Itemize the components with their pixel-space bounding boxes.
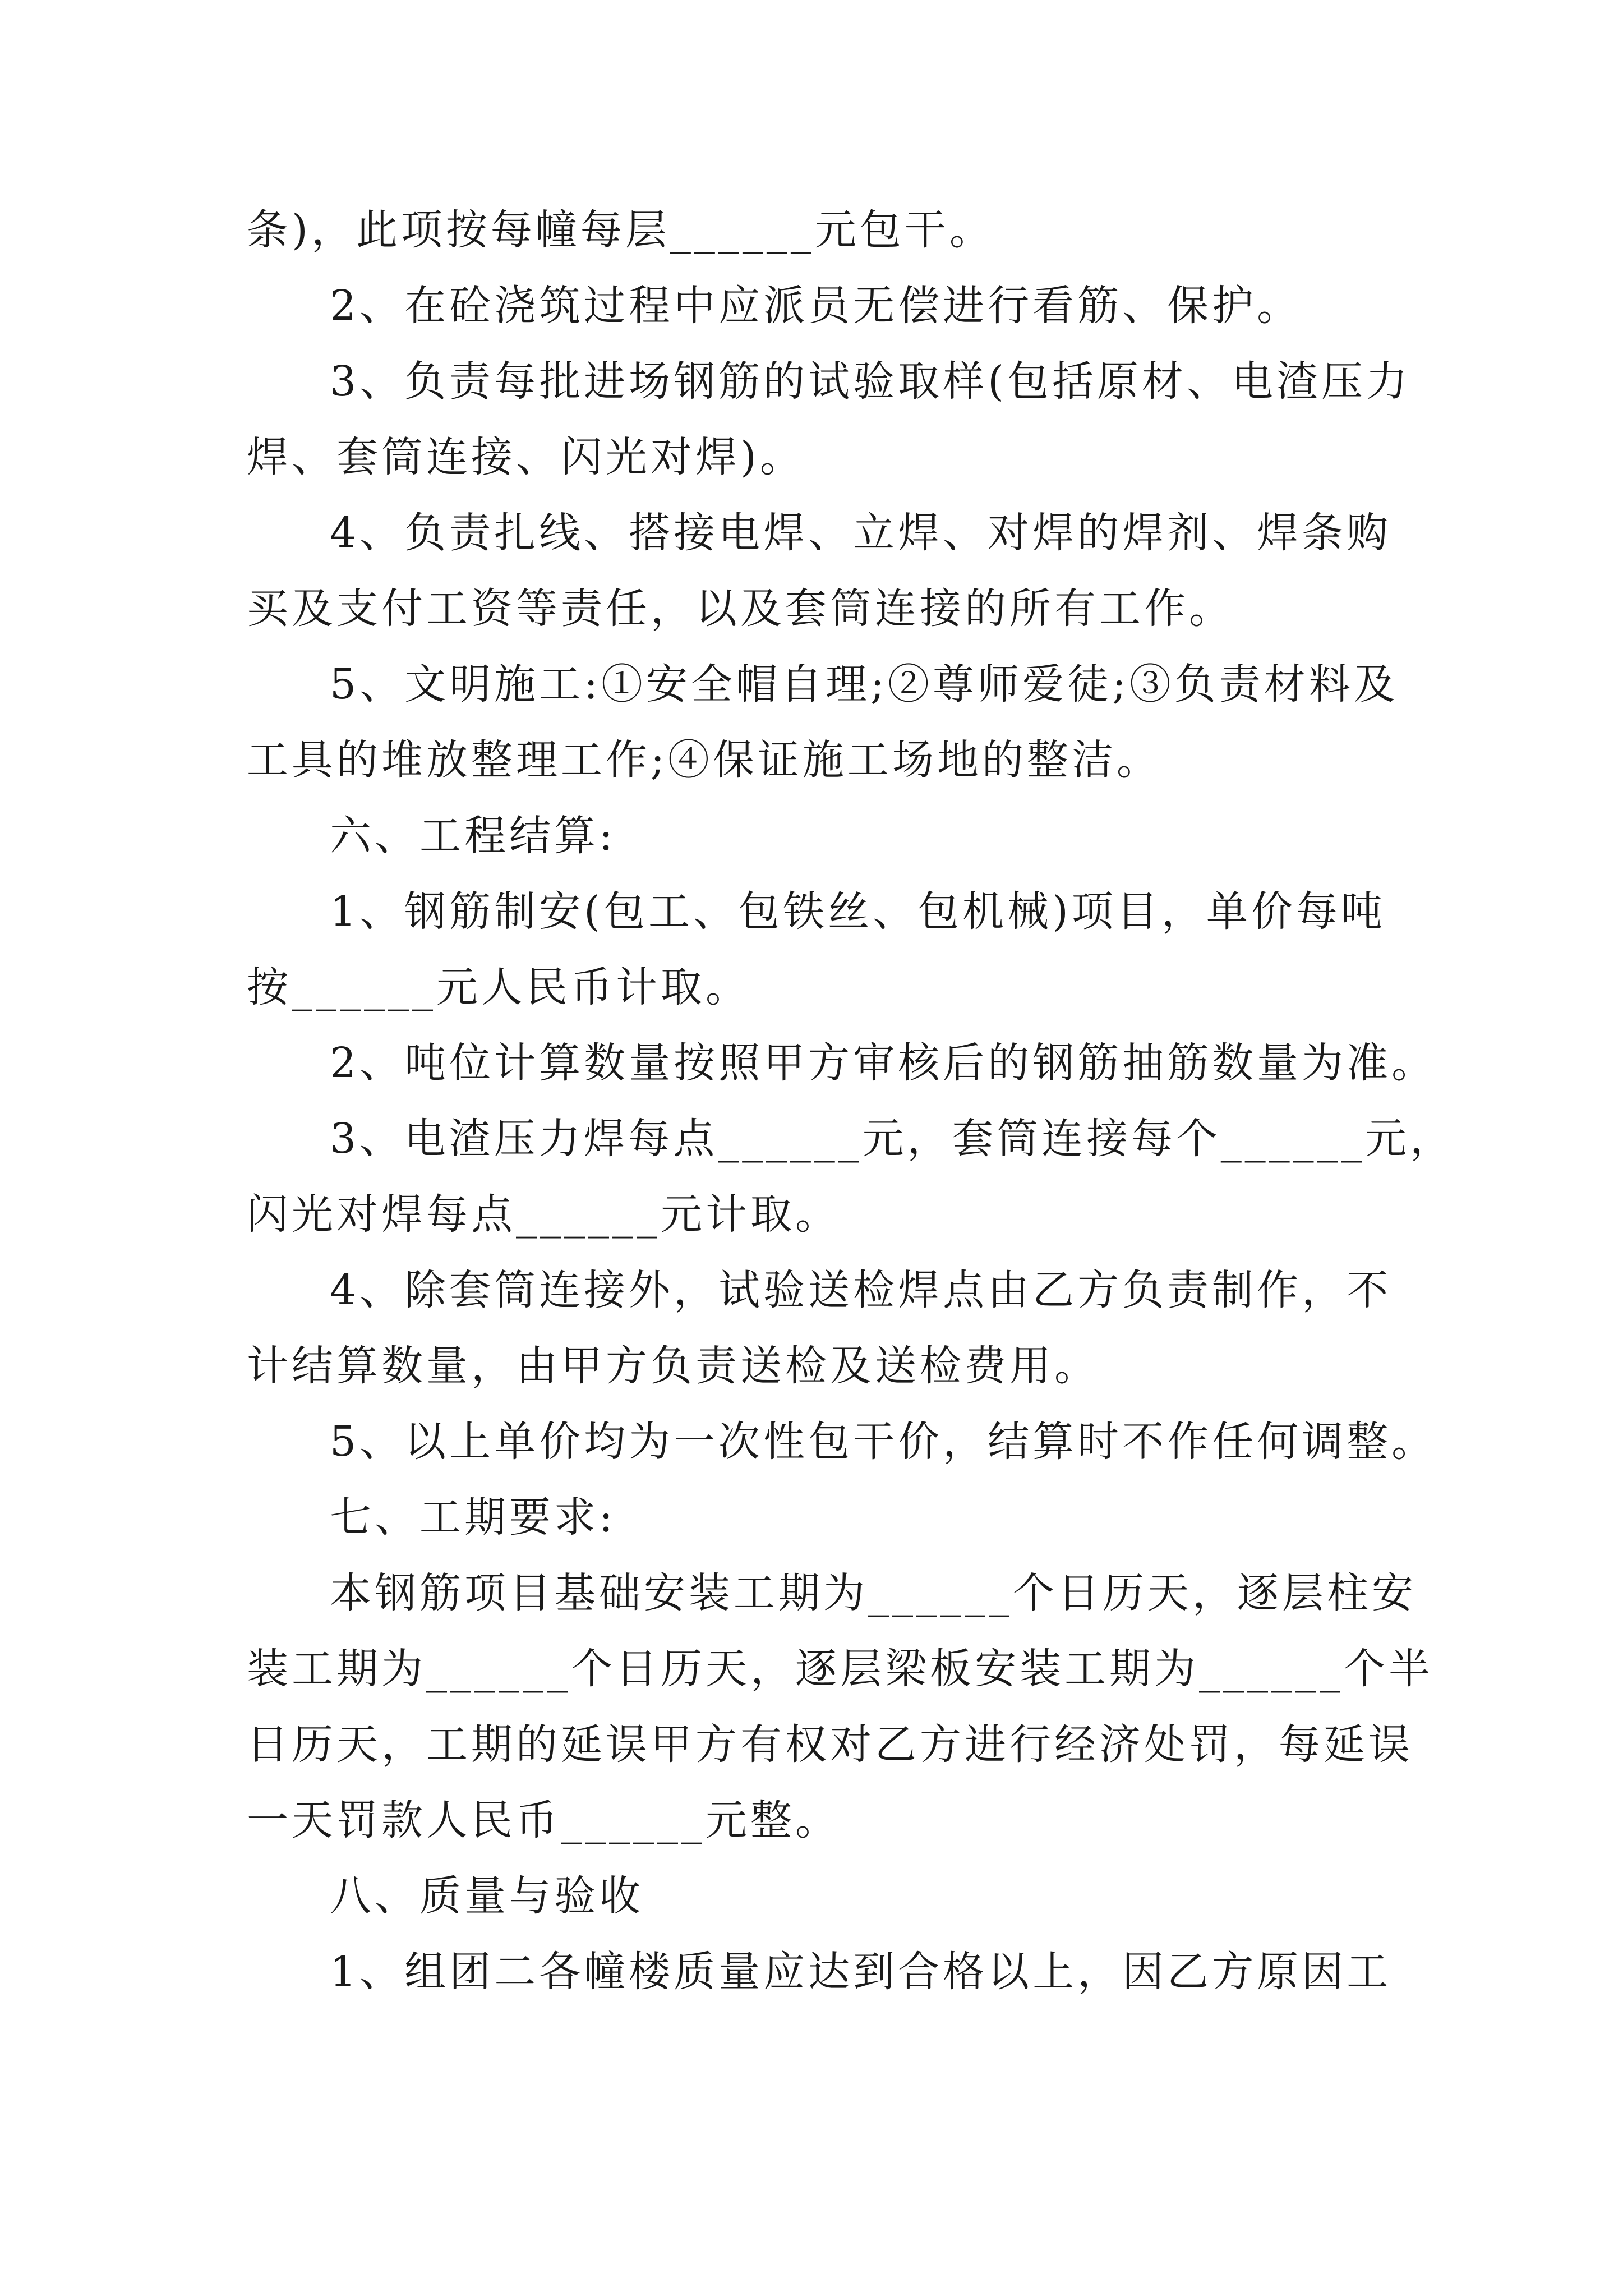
section-heading: 八、质量与验收 [330, 1872, 644, 1920]
paragraph-line: 按______元人民币计取。 [247, 963, 750, 1011]
paragraph-line: 闪光对焊每点______元计取。 [247, 1190, 840, 1239]
paragraph-line: 3、负责每批进场钢筋的试验取样(包括原材、电渣压力 [330, 357, 1411, 406]
paragraph-line: 5、以上单价均为一次性包干价，结算时不作任何调整。 [330, 1418, 1437, 1466]
paragraph-line: 2、吨位计算数量按照甲方审核后的钢筋抽筋数量为准。 [330, 1039, 1437, 1087]
paragraph-line: 3、电渣压力焊每点______元，套筒连接每个______元， [330, 1115, 1455, 1163]
paragraph-line: 装工期为______个日历天，逐层梁板安装工期为______个半 [247, 1645, 1433, 1693]
paragraph-line: 日历天，工期的延误甲方有权对乙方进行经济处罚，每延误 [247, 1720, 1413, 1769]
section-heading: 七、工期要求: [330, 1493, 616, 1542]
paragraph-line: 条)，此项按每幢每层______元包干。 [247, 206, 994, 254]
paragraph-line: 工具的堆放整理工作;④保证施工场地的整洁。 [247, 736, 1161, 784]
paragraph-line: 1、组团二各幢楼质量应达到合格以上，因乙方原因工 [330, 1948, 1392, 1996]
paragraph-line: 焊、套筒连接、闪光对焊)。 [247, 433, 805, 481]
paragraph-line: 计结算数量，由甲方负责送检及送检费用。 [247, 1342, 1099, 1390]
paragraph-line: 2、在砼浇筑过程中应派员无偿进行看筋、保护。 [330, 282, 1302, 330]
paragraph-line: 4、负责扎线、搭接电焊、立焊、对焊的焊剂、焊条购 [330, 509, 1392, 557]
paragraph-line: 5、文明施工:①安全帽自理;②尊师爱徒;③负责材料及 [330, 660, 1399, 708]
paragraph-line: 1、钢筋制安(包工、包铁丝、包机械)项目，单价每吨 [330, 887, 1386, 936]
paragraph-line: 4、除套筒连接外，试验送检焊点由乙方负责制作，不 [330, 1266, 1392, 1314]
paragraph-line: 买及支付工资等责任，以及套筒连接的所有工作。 [247, 585, 1234, 633]
paragraph-line: 一天罚款人民币______元整。 [247, 1796, 840, 1844]
paragraph-line: 本钢筋项目基础安装工期为______个日历天，逐层柱安 [330, 1569, 1417, 1617]
section-heading: 六、工程结算: [330, 812, 616, 860]
